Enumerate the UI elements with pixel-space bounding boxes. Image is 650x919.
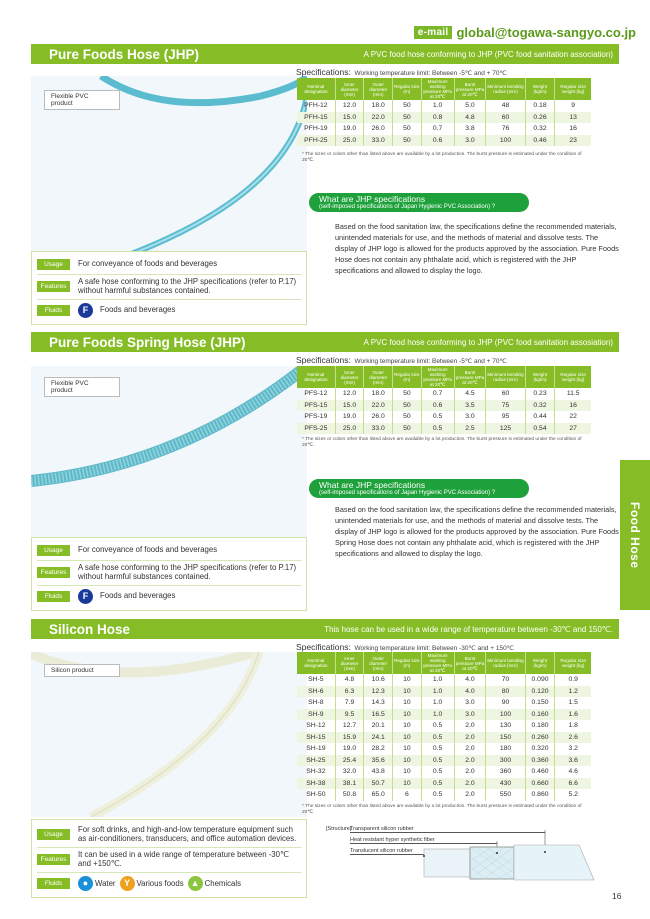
table-row: [297, 686, 591, 698]
table-cell: 75: [486, 400, 525, 412]
table-row: [297, 789, 591, 801]
product-photo: [31, 652, 307, 817]
features-row: [37, 275, 301, 300]
photo-label: Flexible PVC product: [44, 90, 120, 110]
table-cell: SH-15: [297, 732, 335, 744]
structure-label: [Structure]: [326, 826, 352, 832]
table-cell: 9: [571, 102, 576, 110]
table-cell: 0.320: [525, 743, 555, 755]
table-cell: 4.0: [454, 686, 486, 698]
table-cell: 0.7: [421, 388, 454, 400]
table-cell: 28.2: [364, 743, 393, 755]
features-tag: Features: [37, 281, 70, 292]
table-cell: 38.1: [335, 778, 364, 790]
table-cell: 16.5: [364, 709, 393, 721]
table-cell: 22.0: [364, 112, 393, 124]
table-cell: 4.6: [568, 768, 578, 776]
table-cell: 10: [393, 709, 422, 721]
food-icon: F: [78, 589, 93, 604]
table-cell: PFH-25: [297, 135, 335, 147]
spec-heading: Specifications: Working temperature limit: Between -5℃ and + 70℃: [296, 355, 507, 365]
table-cell: 60: [486, 388, 525, 400]
table-row: [297, 112, 591, 124]
table-cell: 0.160: [525, 709, 555, 721]
table-cell: 48: [486, 100, 525, 112]
table-cell: 22.0: [364, 400, 393, 412]
table-cell: 1.5: [568, 699, 578, 707]
table-cell: 0.5: [421, 720, 454, 732]
table-cell: 24.1: [364, 732, 393, 744]
page-number: 16: [612, 891, 622, 901]
table-cell: 12.0: [335, 388, 364, 400]
table-cell: SH-8: [297, 697, 335, 709]
table-cell: 9.5: [335, 709, 364, 721]
table-cell: 33.0: [364, 423, 393, 435]
spec-table: Nominal designation Inner diameter (mm) Outer diameter (mm) Regular size (m) Maximum working pressure MPa at 20℃ Burst pressure MPa at 20℃ Minimum bending radius (mm) Weight (kg/m) Regular size weight (kg) SH-5 4.8 10.6 10 1.0 4.0 70 0.090 0.9 SH-6 6.3 12.3 10 1.0 4.0 80 0.120 1.2 SH-8 7.9 14.3 10 1.0 3.0 90 0.150 1.5 SH-9 9.5 16.5 10 1.0 3.0 100 0.160 1.6 SH-12 12.7 20.1 10 0.5 2.0 130 0.180 1.8 SH-15 15.9 24.1 10 0.5 2.0 150 0.260 2.6 SH-19 19.0 28.2 10 0.5 2.0 180 0.320 3.2 SH-25 25.4 35.6 10 0.5 2.0 300 0.360 3.6 SH-32 32.0 43.8 10 0.5 2.0 360 0.460 4.6 SH-38 38.1 50.7 10 0.5 2.0 430 0.660 6.6 SH-50 50.8 65.0 6 0.5 2.0 550 0.860 5.2: [297, 652, 591, 801]
table-cell: 0.5: [421, 743, 454, 755]
table-cell: 0.5: [421, 766, 454, 778]
table-cell: 0.6: [421, 135, 454, 147]
table-cell: 1.0: [421, 686, 454, 698]
table-cell: 0.23: [525, 388, 555, 400]
table-cell: 6: [393, 789, 422, 801]
table-cell: 50: [393, 112, 422, 124]
table-cell: 50: [393, 400, 422, 412]
table-cell: 16: [569, 125, 577, 133]
usage-text: For conveyance of foods and beverages: [78, 259, 218, 269]
table-cell: 0.180: [525, 720, 555, 732]
flask-icon: ▲: [188, 876, 203, 891]
table-cell: 11.5: [566, 390, 580, 398]
table-cell: 0.18: [525, 100, 555, 112]
spec-note: * The sizes or colors other than listed above are available by a lot production. The burst pressure is estimated under the condition of 20℃.: [302, 152, 582, 163]
table-cell: 2.0: [454, 732, 486, 744]
table-cell: PFS-19: [297, 411, 335, 423]
table-cell: 10: [393, 743, 422, 755]
section-subtitle: A PVC food hose conforming to JHP (PVC food sanitation assosiation): [363, 337, 613, 347]
section-title-bar: [31, 44, 619, 64]
table-cell: 10: [393, 778, 422, 790]
table-cell: 50: [393, 123, 422, 135]
jhp-description: Based on the food sanitation law, the specifications define the recommended materials, unintended materials for use, and the methods of material and dissolve tests. The display of JHP logo is allowed for the products approved by the association. Pure Foods Hose does not contain any phthalate acid, which is registered with the JHP specifications and allowed to display the logo.: [335, 222, 619, 276]
table-row: [297, 100, 591, 112]
usage-tag: Usage: [37, 545, 70, 556]
table-cell: 15.0: [335, 400, 364, 412]
features-row: [37, 561, 301, 586]
table-cell: 1.2: [555, 686, 591, 698]
table-cell: 26.0: [364, 123, 393, 135]
table-cell: 0.5: [421, 411, 454, 423]
table-cell: 3.0: [454, 411, 486, 423]
table-cell: 2.0: [454, 720, 486, 732]
table-cell: 10: [393, 766, 422, 778]
table-cell: 2.0: [454, 789, 486, 801]
table-cell: 2.0: [454, 755, 486, 767]
email-header: [414, 25, 636, 40]
jhp-description: Based on the food sanitation law, the specifications define the recommended materials, unintended materials for use, and the methods of material and dissolve tests. The display of JHP logo is allowed for the products approved by the association. Pure Foods Spring Hose does not contain any phthalate acid, which is registered with the JHP specifications and allowed to display the logo.: [335, 505, 619, 559]
fluids-row: [37, 300, 301, 321]
fluids-row: [37, 586, 301, 607]
jhp-heading: What are JHP specifications (self-imposed specifications of Japan Hygienic PVC Association) ?: [309, 479, 529, 498]
spec-table: Nominal designation Inner diameter (mm) Outer diameter (mm) Regular size (m) Maximum working pressure MPa at 20℃ Burst pressure MPa at 20℃ Minimum bending radius (mm) Weight (kg/m) Regular size weight (kg) PFS-12 12.0 18.0 50 0.7 4.5 60 0.23 11.5 PFS-15 15.0 22.0 50 0.6 3.5 75 0.32 16 PFS-19 19.0 26.0 50 0.5 3.0 95 0.44 22 PFS-25 25.0 33.0 50 0.5 2.5 125 0.54 27: [297, 366, 591, 434]
table-cell: 1.0: [421, 674, 454, 686]
table-row: [297, 720, 591, 732]
table-cell: 0.5: [421, 732, 454, 744]
section-title: Silicon Hose: [49, 621, 131, 637]
table-cell: 70: [486, 674, 525, 686]
table-cell: SH-12: [297, 720, 335, 732]
table-cell: PFS-25: [297, 423, 335, 435]
table-cell: 0.44: [525, 411, 555, 423]
table-cell: 10: [393, 720, 422, 732]
table-cell: 0.260: [525, 732, 555, 744]
table-cell: 1.0: [421, 100, 454, 112]
table-cell: 6.3: [335, 686, 364, 698]
table-cell: SH-6: [297, 686, 335, 698]
table-cell: 1.6: [555, 709, 591, 721]
table-cell: 3.2: [568, 745, 578, 753]
table-cell: 80: [486, 686, 525, 698]
table-cell: 10: [393, 732, 422, 744]
spec-heading: Specifications: Working temperature limit: Between -5℃ and + 70℃: [296, 67, 507, 77]
table-row: [297, 755, 591, 767]
table-cell: 130: [486, 720, 525, 732]
photo-label: Flexible PVC product: [44, 377, 120, 397]
table-cell: 0.46: [525, 135, 555, 147]
table-cell: 25.0: [335, 423, 364, 435]
section-title: Pure Foods Hose (JHP): [49, 46, 200, 62]
email-link[interactable]: global@togawa-sangyo.co.jp: [456, 25, 636, 40]
table-row: [297, 400, 591, 412]
info-box: [31, 537, 307, 611]
table-row: [297, 778, 591, 790]
info-box: [31, 819, 307, 898]
table-cell: 18.0: [364, 100, 393, 112]
table-row: [297, 411, 591, 423]
table-cell: 32.0: [335, 766, 364, 778]
table-cell: 16: [555, 400, 591, 412]
table-cell: 19.0: [335, 411, 364, 423]
table-cell: 125: [486, 423, 525, 435]
section-title-bar: [31, 332, 619, 352]
info-box: [31, 251, 307, 325]
table-cell: 0.54: [525, 423, 555, 435]
table-cell: 0.5: [421, 778, 454, 790]
table-cell: 13: [555, 112, 591, 124]
table-cell: 33.0: [364, 135, 393, 147]
table-cell: 300: [486, 755, 525, 767]
table-cell: 19.0: [335, 123, 364, 135]
water-drop-icon: ●: [78, 876, 93, 891]
table-cell: 2.0: [454, 743, 486, 755]
table-cell: 50.8: [335, 789, 364, 801]
table-cell: 10: [393, 686, 422, 698]
table-row: [297, 766, 591, 778]
table-cell: 5.2: [568, 791, 578, 799]
side-tab-food-hose[interactable]: Food Hose: [620, 460, 650, 610]
table-cell: 1.0: [421, 709, 454, 721]
table-cell: 550: [486, 789, 525, 801]
features-text: A safe hose conforming to the JHP specifications (refer to P.17) without harmful substances contained.: [78, 563, 297, 581]
spec-heading: Specifications: Working temperature limit: Between -30℃ and + 150℃: [296, 642, 514, 652]
table-cell: 3.0: [454, 135, 486, 147]
table-cell: 0.460: [525, 766, 555, 778]
table-cell: 0.5: [421, 423, 454, 435]
table-cell: 50: [393, 423, 422, 435]
section-title: Pure Foods Spring Hose (JHP): [49, 334, 246, 350]
table-cell: SH-5: [297, 674, 335, 686]
usage-text: For soft drinks, and high-and-low temperature equipment such as air-conditioners, transducers, and office automation devices.: [78, 825, 297, 843]
table-cell: SH-32: [297, 766, 335, 778]
fluids-tag: Fluids: [37, 878, 70, 889]
table-cell: 7.9: [335, 697, 364, 709]
table-cell: 0.32: [525, 400, 555, 412]
table-cell: 0.9: [568, 676, 578, 684]
table-cell: 2.6: [555, 732, 591, 744]
table-cell: PFS-12: [297, 388, 335, 400]
table-cell: 0.26: [525, 112, 555, 124]
table-cell: 4.0: [454, 674, 486, 686]
table-cell: 360: [486, 766, 525, 778]
table-cell: 25.0: [335, 135, 364, 147]
table-row: [297, 732, 591, 744]
spec-note: * The sizes or colors other than listed above are available by a lot production. The burst pressure is estimated under the condition of 20℃.: [302, 437, 582, 448]
table-cell: 43.8: [364, 766, 393, 778]
table-cell: 5.0: [454, 100, 486, 112]
table-cell: 3.0: [454, 709, 486, 721]
spec-note: * The sizes or colors other than listed above are available by a lot production. The burst pressure is estimated under the condition of 20℃.: [302, 804, 582, 815]
hose-cross-section-icon: [326, 826, 626, 886]
email-badge: e-mail: [414, 26, 453, 39]
table-cell: 60: [486, 112, 525, 124]
table-cell: 2.0: [454, 778, 486, 790]
table-cell: 14.3: [364, 697, 393, 709]
table-cell: 6.6: [555, 778, 591, 790]
table-cell: SH-25: [297, 755, 335, 767]
table-row: [297, 123, 591, 135]
table-cell: 50: [393, 100, 422, 112]
table-cell: 4.5: [454, 388, 486, 400]
table-cell: 10: [393, 674, 422, 686]
table-row: [297, 697, 591, 709]
table-cell: 19.0: [335, 743, 364, 755]
table-cell: 10: [393, 697, 422, 709]
table-row: [297, 709, 591, 721]
table-cell: 0.6: [421, 400, 454, 412]
table-cell: PFH-12: [297, 100, 335, 112]
table-row: [297, 743, 591, 755]
table-cell: 65.0: [364, 789, 393, 801]
table-cell: 90: [486, 697, 525, 709]
section-title-bar: [31, 619, 619, 639]
table-cell: 50: [393, 411, 422, 423]
table-cell: 0.360: [525, 755, 555, 767]
table-row: [297, 388, 591, 400]
table-cell: 0.32: [525, 123, 555, 135]
features-text: A safe hose conforming to the JHP specifications (refer to P.17) without harmful substances contained.: [78, 277, 297, 295]
table-cell: 3.6: [555, 755, 591, 767]
product-photo: [31, 366, 307, 541]
fluid-label: Foods and beverages: [100, 590, 176, 600]
fluids-tag: Fluids: [37, 305, 70, 316]
table-cell: 180: [486, 743, 525, 755]
table-cell: 0.150: [525, 697, 555, 709]
features-tag: Features: [37, 854, 70, 865]
table-cell: SH-19: [297, 743, 335, 755]
table-cell: 0.5: [421, 789, 454, 801]
table-cell: 0.860: [525, 789, 555, 801]
photo-label: Silicon product: [44, 664, 120, 677]
table-cell: 100: [486, 709, 525, 721]
table-row: [297, 423, 591, 435]
table-cell: PFH-19: [297, 123, 335, 135]
table-cell: 10.6: [364, 674, 393, 686]
table-cell: 100: [486, 135, 525, 147]
table-cell: 4.8: [335, 674, 364, 686]
table-cell: 26.0: [364, 411, 393, 423]
table-cell: 23: [555, 135, 591, 147]
layer-label-middle: Heat resistant hyper synthetic fiber: [350, 837, 497, 844]
table-cell: 3.8: [454, 123, 486, 135]
table-cell: 150: [486, 732, 525, 744]
table-row: [297, 135, 591, 147]
usage-row: [37, 541, 301, 561]
fluids-tag: Fluids: [37, 591, 70, 602]
fork-knife-icon: Y: [120, 876, 135, 891]
table-cell: 50.7: [364, 778, 393, 790]
table-cell: 430: [486, 778, 525, 790]
table-cell: 0.5: [421, 755, 454, 767]
usage-tag: Usage: [37, 829, 70, 840]
table-cell: 12.3: [364, 686, 393, 698]
section-subtitle: A PVC food hose conforming to JHP (PVC food sanitation association): [363, 49, 613, 59]
table-cell: 0.8: [421, 112, 454, 124]
fluid-label: Foods and beverages: [100, 304, 176, 314]
table-cell: 10: [393, 755, 422, 767]
table-cell: 12.7: [335, 720, 364, 732]
table-cell: 2.5: [454, 423, 486, 435]
table-cell: 35.6: [364, 755, 393, 767]
table-cell: SH-38: [297, 778, 335, 790]
table-cell: SH-9: [297, 709, 335, 721]
table-cell: 0.7: [421, 123, 454, 135]
usage-row: [37, 823, 301, 848]
table-cell: 95: [486, 411, 525, 423]
table-cell: 0.120: [525, 686, 555, 698]
table-cell: 3.0: [454, 697, 486, 709]
table-cell: 22: [569, 413, 577, 421]
table-cell: 2.0: [454, 766, 486, 778]
table-cell: 27: [555, 423, 591, 435]
layer-label-inner: Translucent silicon rubber: [350, 848, 424, 855]
usage-tag: Usage: [37, 259, 70, 270]
section-subtitle: This hose can be used in a wide range of temperature between -30℃ and 150℃.: [324, 624, 613, 634]
table-cell: 1.0: [421, 697, 454, 709]
usage-text: For conveyance of foods and beverages: [78, 545, 218, 555]
table-cell: 0.660: [525, 778, 555, 790]
table-cell: 0.090: [525, 674, 555, 686]
table-cell: 1.8: [568, 722, 578, 730]
table-cell: 15.9: [335, 732, 364, 744]
table-cell: 50: [393, 135, 422, 147]
table-row: [297, 674, 591, 686]
features-tag: Features: [37, 567, 70, 578]
features-text: It can be used in a wide range of temperature between -30℃ and +150℃.: [78, 849, 289, 868]
jhp-heading: What are JHP specifications (self-imposed specifications of Japan Hygienic PVC Association) ?: [309, 193, 529, 212]
table-cell: 3.5: [454, 400, 486, 412]
usage-row: [37, 255, 301, 275]
spec-table: Nominal designation Inner diameter (mm) Outer diameter (mm) Regular size (m) Maximum working pressure MPa at 20℃ Burst pressure MPa at 20℃ Minimum bending radius (mm) Weight (kg/m) Regular size weight (kg) PFH-12 12.0 18.0 50 1.0 5.0 48 0.18 9 PFH-15 15.0 22.0 50 0.8 4.8 60 0.26 13 PFH-19 19.0 26.0 50 0.7 3.8 76 0.32 16 PFH-25 25.0 33.0 50 0.6 3.0 100 0.46 23: [297, 78, 591, 146]
table-cell: 25.4: [335, 755, 364, 767]
structure-diagram: [326, 826, 626, 886]
table-cell: 20.1: [364, 720, 393, 732]
table-cell: SH-50: [297, 789, 335, 801]
table-cell: 50: [393, 388, 422, 400]
features-row: [37, 848, 301, 873]
table-cell: 15.0: [335, 112, 364, 124]
table-cell: 18.0: [364, 388, 393, 400]
table-cell: PFH-15: [297, 112, 335, 124]
fluids-row: Fluids ● Water Y Various foods ▲ Chemicals: [37, 873, 301, 894]
layer-label-outer: Transparent silicon rubber: [350, 826, 545, 833]
table-cell: 76: [486, 123, 525, 135]
table-cell: 12.0: [335, 100, 364, 112]
table-cell: PFS-15: [297, 400, 335, 412]
table-cell: 4.8: [454, 112, 486, 124]
food-icon: F: [78, 303, 93, 318]
